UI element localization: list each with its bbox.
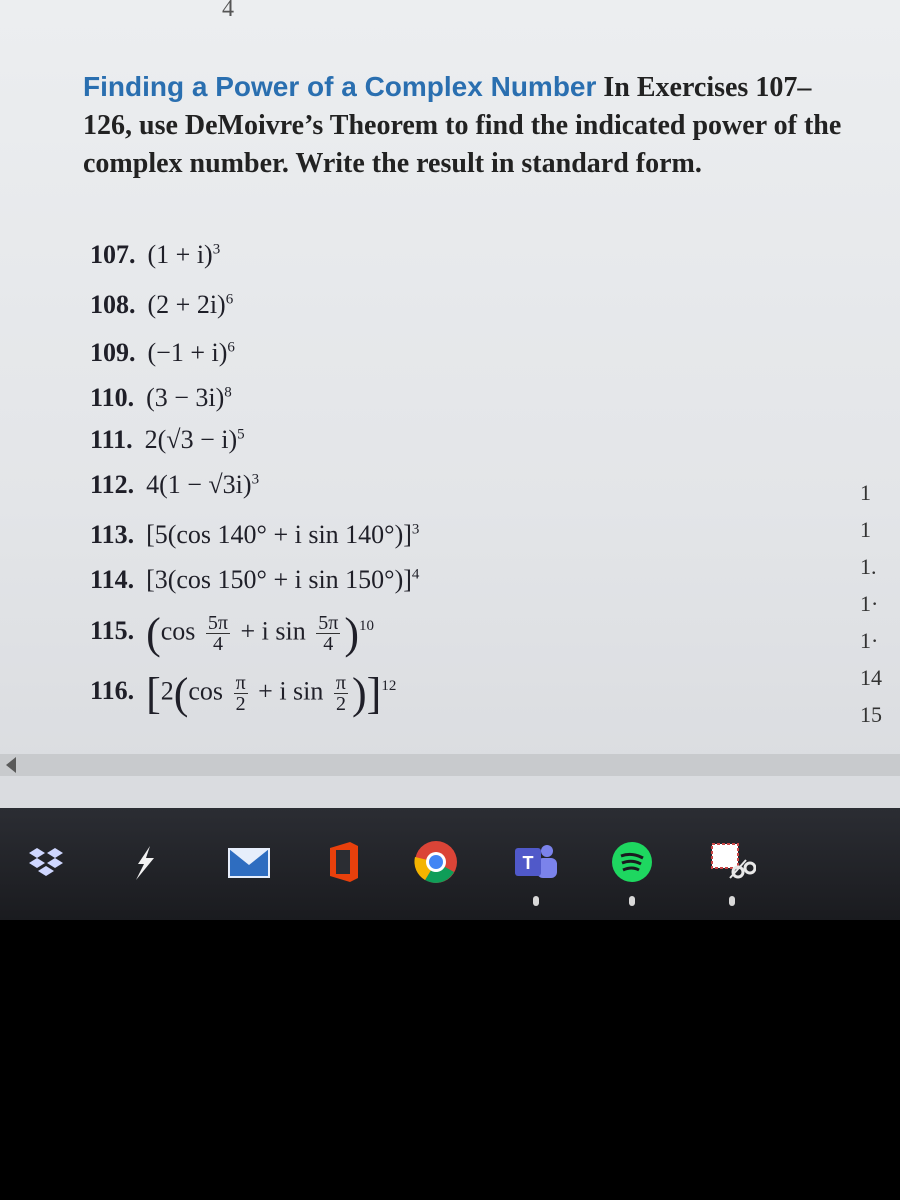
- exercise-110: 110. $(3 - 3i)^8$: [90, 383, 232, 412]
- exercise-112: 112. $4(1 - √3i)^3$: [90, 470, 260, 499]
- cropped-margin-numbers: 1 1 1. 1· 1· 14 15: [860, 480, 882, 727]
- tool-icon[interactable]: [120, 838, 168, 886]
- scroll-left-icon[interactable]: [6, 757, 16, 773]
- office-icon[interactable]: [318, 838, 366, 886]
- exercise-111: 111. $2(√3 - i)^5$: [90, 425, 245, 454]
- exercise-109: 109. $(-1 + i)^6$: [90, 338, 235, 367]
- exercise-108: 108. $(2 + 2i)^6$: [90, 290, 234, 319]
- chrome-icon[interactable]: [412, 838, 460, 886]
- exercise-115: 115. (cos $\frac{5\pi}{4}$ + i sin $\frac{5\pi}{4}$ )$^{10}$: [90, 609, 375, 658]
- teams-icon[interactable]: [512, 838, 560, 886]
- exercise-107: 107. $(1 + i)^3$: [90, 240, 221, 269]
- spotify-icon[interactable]: [608, 838, 656, 886]
- snipping-tool-icon[interactable]: [708, 838, 756, 886]
- svg-text:T: T: [522, 853, 534, 873]
- exercise-114: 114. [3(cos 150° + i sin 150°)]$^4$: [90, 565, 420, 594]
- mail-icon[interactable]: [225, 838, 273, 886]
- page-number: 4: [222, 0, 234, 22]
- exercise-heading: [83, 68, 843, 183]
- dropbox-icon[interactable]: [22, 838, 70, 886]
- heading-body: In Exercises 107–126, use DeMoivre’s Theorem to find the indicated power of the complex number. Write the result in standard form.: [83, 72, 842, 179]
- horizontal-scrollbar[interactable]: [0, 754, 900, 776]
- exercise-113: 113. [5(cos 140° + i sin 140°)]$^3$: [90, 520, 420, 549]
- taskbar: [0, 808, 900, 920]
- heading-lead: Finding a Power of a Complex Number: [83, 71, 597, 102]
- exercise-116: 116. [2(cos $\frac{\pi}{2}$ + i sin $\frac{\pi}{2}$ )]$^{12}$: [90, 669, 397, 718]
